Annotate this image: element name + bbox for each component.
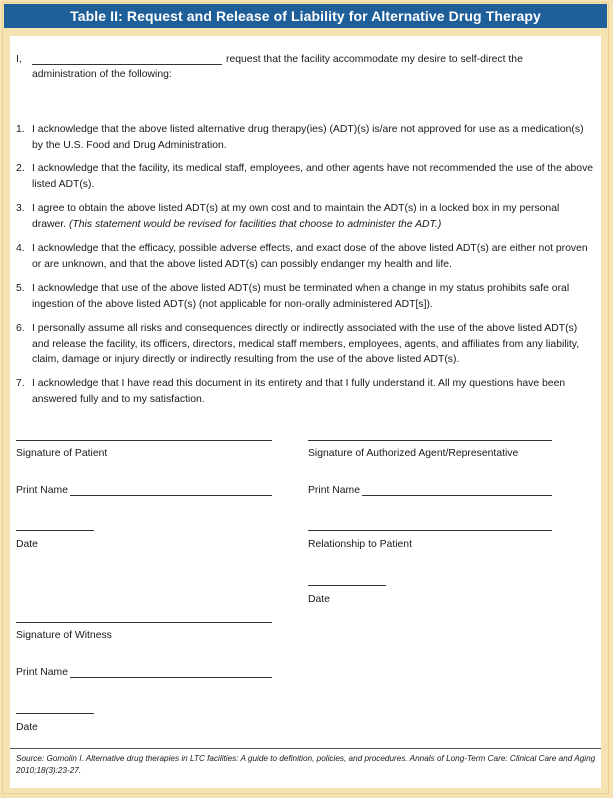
witness-print-name-line[interactable] [70, 677, 272, 678]
item-number: 2. [16, 163, 25, 174]
source-divider [10, 748, 601, 749]
item-number: 4. [16, 243, 25, 254]
signature-of-patient-label: Signature of Patient [16, 448, 108, 459]
agent-signature-line[interactable] [308, 440, 552, 441]
item-number: 1. [16, 124, 25, 135]
patient-date-line[interactable] [16, 530, 94, 531]
date-label: Date [16, 722, 38, 733]
print-name-label: Print Name [308, 485, 360, 496]
witness-signature-line[interactable] [16, 622, 272, 623]
relationship-label: Relationship to Patient [308, 539, 412, 550]
date-label: Date [308, 594, 330, 605]
item-text: I acknowledge that use of the above listed ADT(s) must be terminated when a change in my status prohibits safe oral ingestion of the above listed ADT(s) (not applicable for non-orally administered ADT[s]). [32, 283, 570, 310]
item-number: 3. [16, 203, 25, 214]
intro-prefix: I, [16, 54, 22, 65]
item-number: 7. [16, 378, 25, 389]
item-number: 6. [16, 323, 25, 334]
item-text: I acknowledge that the above listed alternative drug therapy(ies) (ADT)(s) is/are not approved for use as a medication(s) by the U.S. Food and Drug Administration. [32, 124, 584, 151]
print-name-label: Print Name [16, 485, 68, 496]
signature-of-agent-label: Signature of Authorized Agent/Representative [308, 448, 519, 459]
item-text: I personally assume all risks and consequences directly or indirectly associated with the use of the above listed ADT(s) and release the facility, its officers, directors, medical staff members, employees, agents, and affiliates from any liability, claim, damage or injury directly or indirectly resulting from the use of the above listed ADT(s). [32, 323, 580, 365]
item-text-plain: I agree to obtain the above listed ADT(s) at my own cost and to maintain the ADT(s) in a locked box in my personal drawer. [32, 203, 560, 230]
relationship-line[interactable] [308, 530, 552, 531]
item-text-italic: (This statement would be revised for facilities that choose to administer the ADT.) [68, 218, 442, 230]
print-name-label: Print Name [16, 667, 68, 678]
release-form [10, 36, 601, 788]
patient-print-name-line[interactable] [70, 495, 272, 496]
item-text: I acknowledge that I have read this document in its entirety and that I fully understand it. All my questions have been answered fully and to my satisfaction. [32, 378, 566, 405]
source-citation: Source: Gomolin I. Alternative drug therapies in LTC facilities: A guide to definition, policies, and procedures. Annals of Long-Term Care: Clinical Care and Aging 2010;18(3):23-27. [16, 754, 596, 775]
name-blank-line [32, 64, 222, 65]
item-text: I acknowledge that the efficacy, possible adverse effects, and exact dose of the above listed ADT(s) are either not proven or are unknown, and that the above listed ADT(s) can possibly endanger my health and life. [32, 243, 588, 270]
agent-date-line[interactable] [308, 585, 386, 586]
item-text-3 [32, 201, 594, 232]
witness-date-line[interactable] [16, 713, 94, 714]
agent-print-name-line[interactable] [362, 495, 552, 496]
date-label: Date [16, 539, 38, 550]
intro-line-1: request that the facility accommodate my desire to self-direct the [226, 54, 523, 65]
table-title: Table II: Request and Release of Liability for Alternative Drug Therapy [4, 4, 607, 28]
item-number: 5. [16, 283, 25, 294]
patient-signature-line[interactable] [16, 440, 272, 441]
item-text: I acknowledge that the facility, its medical staff, employees, and other agents have not recommended the use of the above listed ADT(s). [32, 163, 594, 190]
signature-of-witness-label: Signature of Witness [16, 630, 112, 641]
intro-line-2: administration of the following: [32, 69, 172, 80]
